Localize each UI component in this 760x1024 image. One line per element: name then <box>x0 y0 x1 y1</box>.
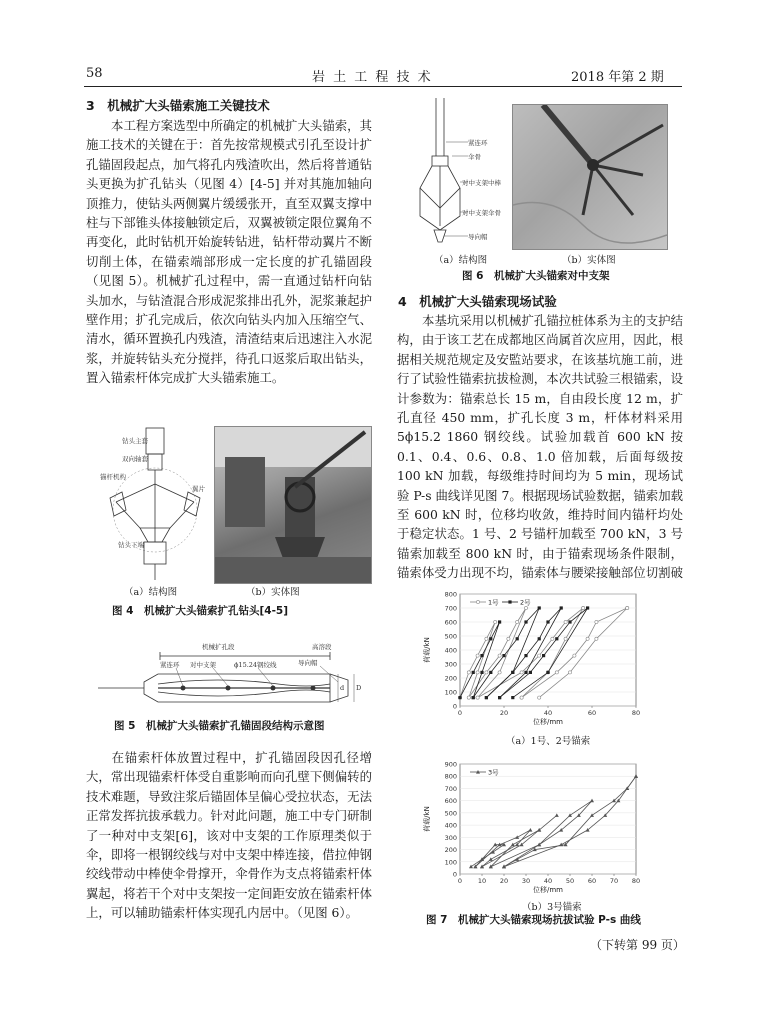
series-line <box>491 801 592 867</box>
fig4-label-3: 锚杆机构 <box>100 473 126 481</box>
data-point <box>626 606 629 609</box>
y-tick-label: 400 <box>444 821 457 830</box>
fig6-label-4: 对中支架伞骨 <box>462 209 501 217</box>
y-tick-label: 100 <box>444 688 457 697</box>
y-tick-label: 500 <box>444 632 457 641</box>
section-4-title: 4 机械扩大头锚索现场试验 <box>398 294 557 309</box>
series-line <box>460 622 495 698</box>
figure-4-structure-diagram <box>100 424 210 584</box>
fig4-label-5: 钻头下端 <box>118 541 144 549</box>
data-point <box>489 671 492 674</box>
section-3-paragraph-1 <box>86 116 372 408</box>
x-tick-label: 10 <box>477 877 487 885</box>
y-tick-label: 200 <box>444 674 457 683</box>
data-point <box>538 654 541 657</box>
data-point <box>538 606 541 609</box>
y-tick-label: 300 <box>444 660 457 669</box>
data-point <box>494 620 497 623</box>
y-tick-label: 600 <box>444 797 457 806</box>
data-point <box>564 637 567 640</box>
y-tick-label: 0 <box>452 870 457 879</box>
data-point <box>546 671 549 674</box>
data-point <box>573 654 576 657</box>
section-3-paragraph-1-text: 本工程方案选型中所确定的机械扩大头锚索，其施工技术的关键在于：首先按常规模式引孔至设计扩孔锚固段起点，加气将孔内残渣吹出，然后将普通钻头更换为扩孔钻头（见图 4）[4-5] 并对其施加轴向顶推力，使钻头两侧翼片缓缓张开，直至双翼支撑中柱与下部锥头体接触锁定后，双翼被锁定限位翼角不再变化，此时钻机开始旋转钻进，钻杆带动翼片不断切削土体，在锚索端部形成一定长度的扩孔锚固段（见图 5）。机械扩孔过程中，需一直通过钻杆向钻头加水，与钻渣混合形成泥浆排出孔外，泥浆兼起护壁作用；扩孔完成后，依次向钻头内加入压缩空气、清水，循环置换孔内残渣，清渣结束后迅速注入水泥浆，并旋转钻头充分搅拌，待孔口返浆后取出钻头，置入锚索杆体完成扩大头锚索施工。 <box>86 118 372 386</box>
data-point <box>564 620 567 623</box>
data-point <box>555 813 559 817</box>
figure-5-caption: 图 5 机械扩大头锚索扩孔锚固段结构示意图 <box>114 720 325 732</box>
y-axis-label: 荷载/kN <box>423 637 431 663</box>
data-point <box>498 696 501 699</box>
continued-note: （下转第 99 页） <box>590 938 685 952</box>
figure-4-sub-b: （b）实体图 <box>246 587 300 598</box>
data-point <box>507 637 510 640</box>
fig6-label-1: 紧连环 <box>468 139 488 147</box>
legend-label: 3号 <box>488 768 499 777</box>
x-tick-label: 50 <box>565 877 575 885</box>
x-tick-label: 80 <box>631 709 641 717</box>
figure-7a-chart <box>420 588 646 728</box>
data-point <box>480 654 483 657</box>
legend-label: 2号 <box>520 598 531 607</box>
data-point <box>489 637 492 640</box>
series-line <box>539 608 627 698</box>
figure-6-structure-diagram <box>412 96 510 250</box>
data-point <box>485 637 488 640</box>
data-point <box>520 671 523 674</box>
data-point <box>467 696 470 699</box>
series-line <box>504 776 636 867</box>
issue-label: 2018 年第 2 期 <box>571 70 664 85</box>
fig4-label-4: 翼片 <box>192 485 205 493</box>
data-point <box>516 620 519 623</box>
x-tick-label: 40 <box>543 877 553 885</box>
figure-6-sub-a: （a）结构图 <box>434 255 488 266</box>
data-point <box>586 637 589 640</box>
y-tick-label: 200 <box>444 846 457 855</box>
figure-4-photo <box>214 426 372 584</box>
data-point <box>595 637 598 640</box>
x-tick-label: 80 <box>631 877 641 885</box>
series-line <box>460 622 500 698</box>
data-point <box>568 620 571 623</box>
fig5-label-5: ϕ15.24钢绞线 <box>234 661 277 669</box>
fig4-label-1: 钻头主套 <box>122 437 148 445</box>
data-point <box>498 671 501 674</box>
data-point <box>476 654 479 657</box>
data-point <box>476 671 479 674</box>
y-axis-label: 荷载/kN <box>423 806 431 832</box>
x-tick-label: 0 <box>457 709 463 717</box>
section-4-paragraph-1 <box>397 311 683 585</box>
data-point <box>524 606 527 609</box>
data-point <box>538 696 541 699</box>
data-point <box>498 620 501 623</box>
x-tick-label: 20 <box>499 709 509 717</box>
y-tick-label: 900 <box>444 760 457 769</box>
plot-frame <box>460 764 636 874</box>
figure-6-sub-b: （b）实体图 <box>562 255 616 266</box>
data-point <box>538 637 541 640</box>
figure-4-sub-a: （a）结构图 <box>124 587 178 598</box>
data-point <box>551 637 554 640</box>
data-point <box>476 696 479 699</box>
x-tick-label: 60 <box>587 709 597 717</box>
data-point <box>528 828 532 832</box>
data-point <box>511 696 514 699</box>
data-point <box>472 696 475 699</box>
journal-title: 岩 土 工 程 技 术 <box>312 70 433 85</box>
data-point <box>555 637 558 640</box>
series-line <box>500 608 588 698</box>
legend-marker <box>508 600 511 603</box>
fig4-label-2: 双向轴套 <box>122 455 148 463</box>
x-tick-label: 70 <box>609 877 619 885</box>
fig5-label-6: 导向帽 <box>298 659 318 667</box>
data-point <box>472 671 475 674</box>
x-axis-label: 位移/mm <box>533 718 563 726</box>
y-tick-label: 700 <box>444 604 457 613</box>
data-point <box>524 620 527 623</box>
header-rule <box>84 86 682 87</box>
y-tick-label: 400 <box>444 646 457 655</box>
fig5-label-2: 高溶段 <box>312 643 332 651</box>
data-point <box>524 671 527 674</box>
figure-4-caption: 图 4 机械扩大头锚索扩孔钻头[4-5] <box>112 605 289 617</box>
data-point <box>511 843 515 847</box>
fig6-label-5: 导向帽 <box>468 233 488 241</box>
series-line <box>482 815 557 866</box>
fig5-label-d: d <box>340 684 345 692</box>
data-point <box>467 671 470 674</box>
figure-5-diagram <box>98 636 366 714</box>
y-tick-label: 700 <box>444 784 457 793</box>
data-point <box>542 654 545 657</box>
data-point <box>590 813 594 817</box>
x-tick-label: 30 <box>521 877 531 885</box>
fig5-label-4: 对中支架 <box>190 661 216 669</box>
section-3-paragraph-2-text: 在锚索杆体放置过程中，扩孔锚固段因孔径增大，常出现锚索杆体受自重影响而向孔壁下侧偏转的技术难题，导致注浆后锚固体呈偏心受拉状态，无法正常发挥抗拔承载力。针对此问题，施工中专门研制了一种对中支架[6]，该对中支架的工作原理类似于伞，即将一根钢绞线与对中支架中棒连接，借拉伸钢绞线带动中棒使伞骨撑开，伞骨作为支点将锚索杆体翼起，将若干个对中支架按一定间距安放在锚索杆体上，可以辅助锚索杆体实现孔内居中。（见图 6）。 <box>86 750 372 921</box>
data-point <box>524 654 527 657</box>
fig6-label-3: 对中支架中棒 <box>462 179 501 187</box>
data-point <box>568 813 572 817</box>
figure-7-caption: 图 7 机械扩大头锚索现场抗拔试验 P-s 曲线 <box>426 914 641 926</box>
figure-7-sub-a: （a）1号、2号锚索 <box>506 736 591 747</box>
legend-label: 1号 <box>488 598 499 607</box>
data-point <box>498 654 501 657</box>
section-3-title: 3 机械扩大头锚索施工关键技术 <box>86 98 270 113</box>
figure-7-sub-b: （b）3号锚索 <box>522 902 582 913</box>
data-point <box>586 606 589 609</box>
y-tick-label: 100 <box>444 858 457 867</box>
y-tick-label: 500 <box>444 809 457 818</box>
x-axis-label: 位移/mm <box>533 886 563 894</box>
figure-6-caption: 图 6 机械扩大头锚索对中支架 <box>462 270 610 282</box>
x-tick-label: 20 <box>499 877 509 885</box>
data-point <box>546 620 549 623</box>
data-point <box>480 671 483 674</box>
section-3-paragraph-2 <box>86 748 372 948</box>
series-line <box>522 608 628 698</box>
data-point <box>595 620 598 623</box>
figure-6-photo <box>512 104 668 250</box>
fig5-label-1: 机械扩孔段 <box>202 643 235 651</box>
data-point <box>485 671 488 674</box>
fig5-label-D: D <box>356 684 362 692</box>
data-point <box>582 606 585 609</box>
data-point <box>489 857 493 861</box>
data-point <box>469 865 473 869</box>
y-tick-label: 600 <box>444 618 457 627</box>
x-tick-label: 40 <box>543 709 553 717</box>
figure-7b-chart <box>420 758 646 896</box>
data-point <box>458 696 461 699</box>
fig6-label-2: 伞骨 <box>468 153 481 161</box>
data-point <box>485 696 488 699</box>
data-point <box>529 671 532 674</box>
data-point <box>560 606 563 609</box>
data-point <box>520 696 523 699</box>
data-point <box>568 671 571 674</box>
section-4-paragraph-1-text: 本基坑采用以机械扩孔锚拉桩体系为主的支护结构，由于该工艺在成都地区尚属首次应用，因此，根据相关规范规定及安監站要求，在该基坑施工前，进行了试验性锚索抗拔检测，本次共试验三根锚索，设计参数为：锚索总长 15 m，自由段长度 12 m，扩孔直径 450 mm，扩孔长度 3 m，杆体材料采用 5ϕ15.2 1860 钢绞线。试验加载首 600 kN 按 0.1、0.4、0.6、0.8、1.0 倍加载，后面每级按 100 kN 加载，每级维持时间均为 5 min，现场试验 P-s 曲线详见图 7。根据现场试验数据，锚索加载至 600 kN 时，位移均收敛，维持时间内锚杆均处于稳定状态。1 号、2 号锚杆加载至 700 kN，3 号锚索加载至 800 kN 时，由于锚索现场条件限制，锚索体受力出现不均，锚索体与腰梁接触部位切割破 <box>397 313 683 581</box>
data-point <box>555 671 558 674</box>
y-tick-label: 800 <box>444 590 457 599</box>
legend-marker <box>476 600 479 603</box>
x-tick-label: 60 <box>587 877 597 885</box>
page-number: 58 <box>86 66 103 81</box>
data-point <box>516 637 519 640</box>
y-tick-label: 0 <box>452 702 457 711</box>
series-line <box>522 608 584 698</box>
x-tick-label: 0 <box>457 877 463 885</box>
fig5-label-3: 紧连环 <box>160 661 180 669</box>
data-point <box>511 671 514 674</box>
y-tick-label: 800 <box>444 772 457 781</box>
y-tick-label: 300 <box>444 833 457 842</box>
series-line <box>486 608 561 698</box>
data-point <box>502 654 505 657</box>
series-line <box>504 776 636 867</box>
